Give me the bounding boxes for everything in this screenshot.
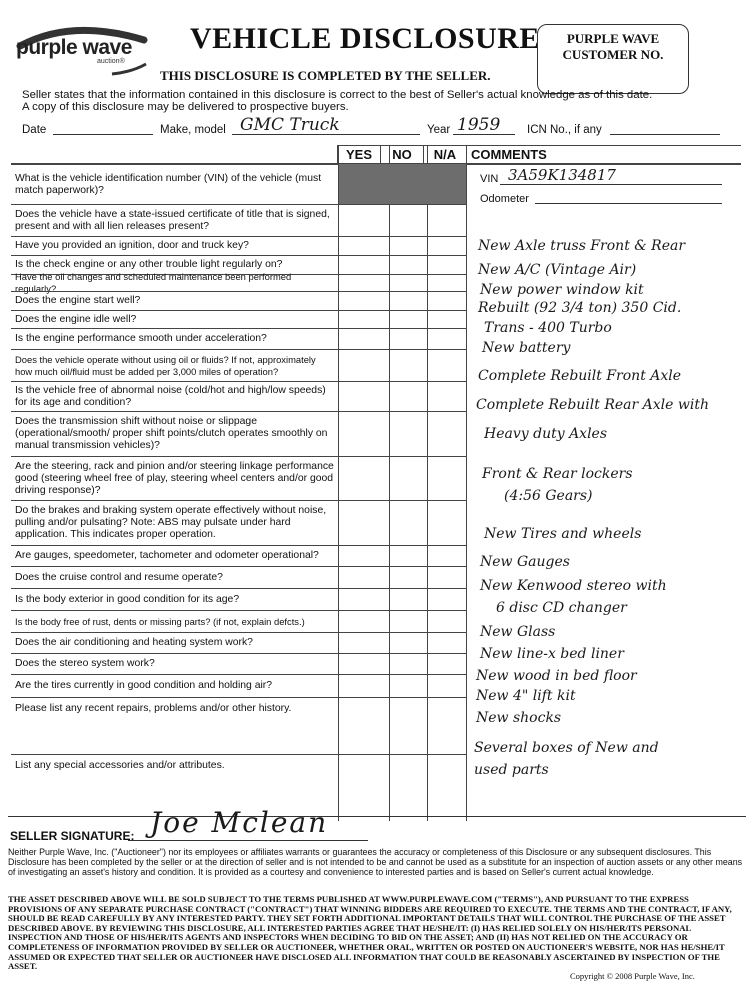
handwritten-comment: Complete Rebuilt Rear Axle with [476, 397, 709, 413]
handwritten-comment: New shocks [476, 710, 562, 726]
divider [466, 145, 467, 821]
year-value: 1959 [457, 115, 501, 135]
question-row [11, 545, 338, 566]
question-text: Is the body exterior in good condition for its age? [15, 593, 240, 605]
question-row [11, 456, 338, 500]
handwritten-comment: Rebuilt (92 3/4 ton) 350 Cid. [478, 300, 682, 316]
handwritten-comment: used parts [474, 762, 549, 778]
row-divider [338, 588, 466, 589]
seller-signature-label: SELLER SIGNATURE: [10, 829, 135, 843]
logo-subtext: auction® [97, 58, 125, 65]
question-row [11, 328, 338, 349]
question-text: Is the engine performance smooth under acceleration? [15, 333, 267, 344]
row-divider [338, 381, 466, 382]
handwritten-comment: 6 disc CD changer [496, 600, 627, 616]
disclaimer-text: Neither Purple Wave, Inc. ("Auctioneer") nor its employees or affiliates warrants or guarantees the accuracy or completeness of this Disclosure or any subsequent disclosures. This Disclosure has been completed by the seller or at the direction of seller and is not intended to be and cannot be used as a substitute for an inspection of auction assets or any other means of investigating an asset's history and condition. It is provided as a courtesy and convenience to interested parties and is based on Seller's current actual knowledge. [8, 847, 743, 877]
date-field[interactable] [53, 134, 153, 135]
handwritten-comment: (4:56 Gears) [504, 488, 593, 504]
customer-box-line2: CUSTOMER NO. [562, 47, 664, 62]
terms-text: THE ASSET DESCRIBED ABOVE WILL BE SOLD SUBJECT TO THE TERMS PUBLISHED AT WWW.PURPLEWAVE.COM ("TERMS"), AND PURSUANT TO THE EXPRESS PROVISIONS OF ANY SEPARATE PURCHASE CONTRACT ("CONTRACT") THAT WINNING BIDDERS ARE REQUIRED TO EXECUTE. THE TERMS AND THE CONTRACT, IF ANY, SHOULD BE READ CAREFULLY BY ANY INTERESTED PARTY. THEY SET FORTH ADDITIONAL IMPORTANT DETAILS THAT WILL CONTROL THE PURCHASE OF THE ASSET DESCRIBED ABOVE. BY REVIEWING THIS DISCLOSURE, ALL INTERESTED PARTIES AGREE THAT HE/SHE/IT: (I) HAS RELIED SOLELY ON HIS/HER/ITS PERSONAL INSPECTION AND THOSE OF HIS/HER/ITS AGENTS AND INSPECTORS WHEN DECIDING TO BID ON THE ASSET; AND (II) HAS NOT RELIED ON THE ACCURACY OR COMPLETENESS OF INFORMATION PROVIDED BY SELLER OR AUCTIONEER, WHETHER ORAL, WRITTEN OR POSTED ON AUCTIONEER'S WEBSITE, NOR HAS HE/SHE/IT ASSUMED OR EXPECTED THAT SELLER OR AUCTIONEER HAVE DISCLOSED ALL INFORMATION THAT COULD BE REASONABLY ASCERTAINED BY INSPECTION OF THE ASSET. [8, 894, 732, 972]
row-divider [338, 310, 466, 311]
question-row [11, 381, 338, 411]
col-no: NO [381, 146, 424, 165]
question-text: Does the transmission shift without noise or slippage (operational/smooth/ proper shift points/clutch operates smoothly on manual transmission vehicles)? [15, 416, 328, 451]
row-divider [338, 545, 466, 546]
question-row [11, 674, 338, 697]
question-row [11, 697, 338, 754]
vin-shaded-cells [339, 164, 466, 204]
row-divider [338, 653, 466, 654]
row-divider [338, 204, 466, 205]
row-divider [338, 697, 466, 698]
question-text: Does the vehicle have a state-issued certificate of title that is signed, present and with all lien releases present? [15, 208, 330, 232]
question-row [11, 610, 338, 632]
handwritten-comment: New 4" lift kit [476, 688, 576, 704]
row-divider [338, 255, 466, 256]
question-text: Does the stereo system work? [15, 658, 155, 669]
question-row [11, 588, 338, 610]
vin-label: VIN [480, 173, 499, 185]
question-row [11, 291, 338, 310]
handwritten-comment: New A/C (Vintage Air) [478, 262, 637, 278]
handwritten-comment: New Gauges [480, 554, 570, 570]
question-row [11, 271, 338, 294]
seller-signature: Joe Mclean [150, 806, 329, 839]
make-model-value: GMC Truck [240, 115, 340, 135]
copyright: Copyright © 2008 Purple Wave, Inc. [570, 971, 695, 981]
question-text: Is the vehicle free of abnormal noise (cold/hot and high/low speeds) for its age and condition? [15, 384, 326, 408]
row-divider [338, 236, 466, 237]
question-text: Please list any recent repairs, problems and/or other history. [15, 703, 292, 714]
handwritten-comment: New Axle truss Front & Rear [478, 238, 686, 254]
handwritten-comment: New power window kit [480, 282, 644, 298]
question-text: Do the brakes and braking system operate effectively without noise, pulling and/or pulsating? Note: ABS may pulsate under hard application. This indicates proper operation. [15, 505, 327, 540]
question-text: Does the engine idle well? [15, 313, 137, 325]
question-row [11, 653, 338, 674]
intro-line-1: Seller states that the information contained in this disclosure is correct to the best of Seller's actual knowledge as of this date. [22, 89, 653, 101]
question-text: List any special accessories and/or attributes. [15, 760, 225, 771]
handwritten-comment: Complete Rebuilt Front Axle [478, 368, 682, 384]
question-text: Have the oil changes and scheduled maintenance been performed regularly? [15, 271, 292, 294]
row-divider [338, 349, 466, 350]
row-divider [338, 291, 466, 292]
odometer-label: Odometer [480, 193, 529, 205]
handwritten-comment: New Glass [480, 624, 556, 640]
question-text: Have you provided an ignition, door and truck key? [15, 240, 249, 251]
question-text: Does the vehicle operate without using oil or fluids? If not, approximately how much oil/fluid must be added per 3,000 miles of operation? [15, 353, 316, 377]
question-text: Is the check engine or any other trouble light regularly on? [15, 259, 283, 270]
row-divider [338, 754, 466, 755]
question-row [11, 566, 338, 588]
handwritten-comment: Several boxes of New and [474, 740, 659, 756]
page-subtitle: THIS DISCLOSURE IS COMPLETED BY THE SELLER. [160, 68, 491, 83]
customer-number-box [537, 24, 689, 94]
divider [389, 145, 390, 821]
question-row [11, 632, 338, 653]
question-row [11, 310, 338, 328]
table-header-row [11, 146, 741, 165]
col-na: N/A [424, 146, 467, 165]
row-divider [338, 500, 466, 501]
vin-field[interactable] [500, 184, 722, 185]
signature-field[interactable] [128, 840, 368, 841]
question-text: Are the steering, rack and pinion and/or steering linkage performance good (steering wheel free of play, steering wheel centers and/or good driving response)? [15, 460, 334, 496]
question-text: Does the air conditioning and heating system work? [15, 637, 253, 648]
intro-text [22, 89, 722, 113]
handwritten-comment: Heavy duty Axles [484, 426, 608, 442]
row-divider [338, 274, 466, 275]
year-label: Year [427, 124, 451, 136]
col-yes: YES [338, 146, 381, 165]
icn-field[interactable] [610, 134, 720, 135]
row-divider [338, 456, 466, 457]
row-divider [338, 328, 466, 329]
handwritten-comment: New line-x bed liner [480, 646, 624, 662]
handwritten-comment: Trans - 400 Turbo [484, 320, 612, 336]
question-row [11, 236, 338, 255]
signature-rule [8, 816, 746, 817]
row-divider [338, 411, 466, 412]
odometer-field[interactable] [535, 203, 722, 204]
question-row [11, 204, 338, 236]
question-text: What is the vehicle identification number (VIN) of the vehicle (must match paperwork)? [15, 172, 322, 196]
customer-box-line1: PURPLE WAVE [566, 31, 660, 46]
page-title: VEHICLE DISCLOSURE [190, 22, 540, 55]
row-divider [338, 566, 466, 567]
handwritten-comment: New Tires and wheels [484, 526, 642, 542]
question-row [11, 411, 338, 456]
handwritten-comment: New battery [482, 340, 571, 356]
question-row [11, 500, 338, 545]
question-row [11, 164, 338, 204]
col-comments: COMMENTS [467, 146, 742, 165]
disclosure-table [11, 145, 741, 165]
handwritten-comment: New Kenwood stereo with [480, 578, 667, 594]
question-text: Does the cruise control and resume operate? [15, 571, 223, 583]
question-text: Does the engine start well? [15, 295, 141, 306]
handwritten-comment: Front & Rear lockers [482, 466, 633, 482]
date-label: Date [22, 124, 47, 136]
logo-wordmark: purple wave [16, 36, 132, 59]
row-divider [338, 632, 466, 633]
handwritten-comment: New wood in bed floor [476, 668, 637, 684]
question-row [11, 349, 338, 381]
make-model-label: Make, model [160, 124, 226, 136]
divider [427, 145, 428, 821]
divider [338, 145, 339, 821]
row-divider [338, 610, 466, 611]
question-text: Are gauges, speedometer, tachometer and odometer operational? [15, 550, 319, 561]
row-divider [338, 674, 466, 675]
intro-line-2: A copy of this disclosure may be delivered to prospective buyers. [22, 101, 349, 113]
question-text: Are the tires currently in good condition and holding air? [15, 680, 273, 691]
vin-value: 3A59K134817 [508, 166, 616, 184]
question-text: Is the body free of rust, dents or missing parts? (if not, explain defcts.) [15, 615, 305, 627]
icn-label: ICN No., if any [527, 124, 602, 136]
